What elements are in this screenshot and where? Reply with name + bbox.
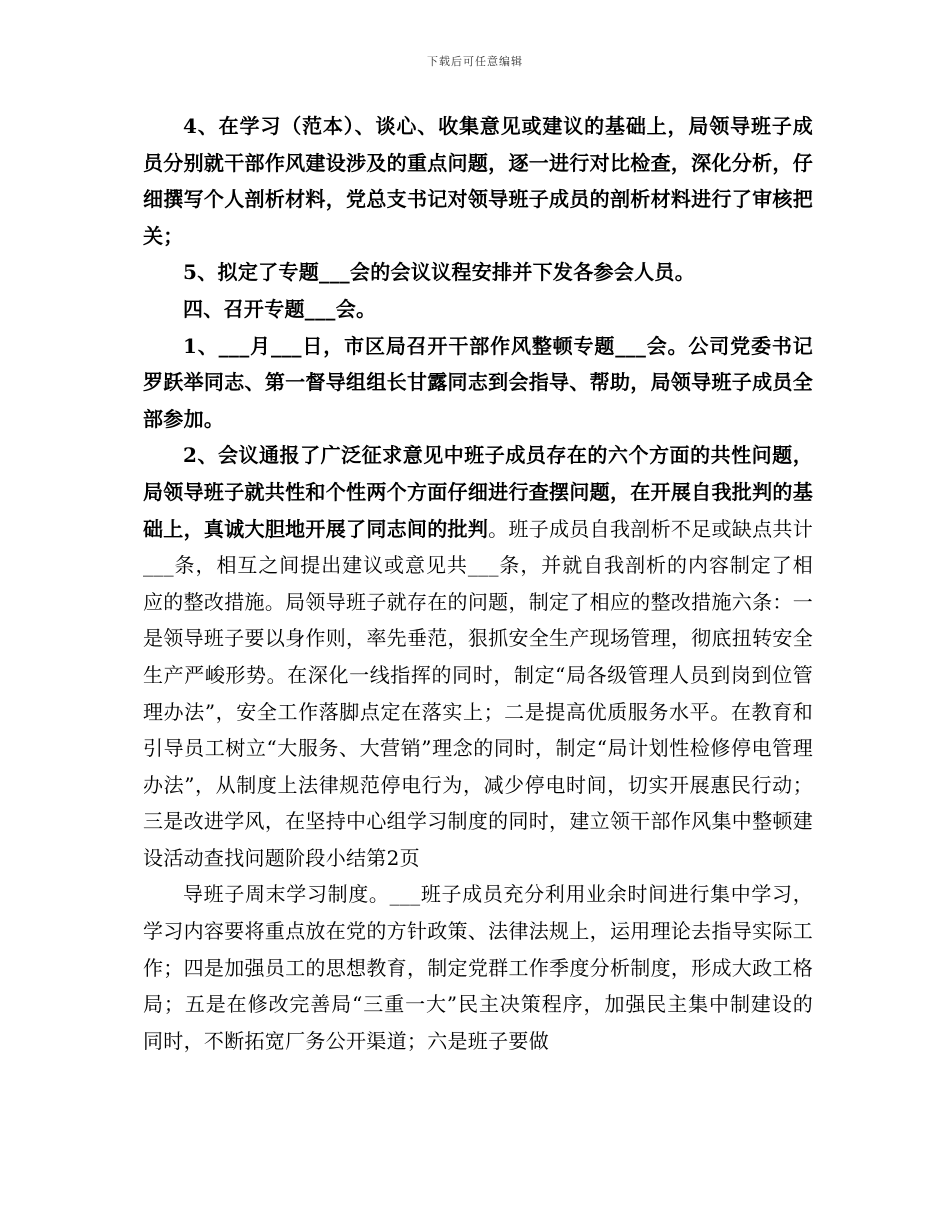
header-note: 下载后可任意编辑 [427,55,523,68]
document-body [143,108,813,1059]
paragraph-item-4: 4、在学习（范本）、谈心、收集意见或建议的基础上，局领导班子成员分别就干部作风建设涉及的重点问题，逐一进行对比检查，深化分析，仔细撰写个人剖析材料，党总支书记对领导班子成员的剖析材料进行了审核把关； [143,114,813,248]
paragraph-item-2 [143,437,813,876]
section-heading-4: 四、召开专题___会。 [183,296,377,321]
paragraph-continuation: 导班子周末学习制度。___班子成员充分利用业余时间进行集中学习，学习内容要将重点放在党的方针政策、法律法规上，运用理论去指导实际工作；四是加强员工的思想教育，制定党群工作季度分析制度，形成大政工格局；五是在修改完善局“三重一大”民主决策程序，加强民主集中制建设的同时，不断拓宽厂务公开渠道；六是班子要做 [143,882,813,1053]
paragraph-item-2-regular: 。班子成员自我剖析不足或缺点共计___条，相互之间提出建议或意见共___条，并就自我剖析的内容制定了相应的整改措施。局领导班子就存在的问题，制定了相应的整改措施六条：一是领导班子要以身作则，率先垂范，狠抓安全生产现场管理，彻底扭转安全生产严峻形势。在深化一线指挥的同时，制定“局各级管理人员到岗到位管理办法”，安全工作落脚点定在落实上；二是提高优质服务水平。在教育和引导员工树立“大服务、大营销”理念的同时，制定“局计划性检修停电管理办法”，从制度上法律规范停电行为，减少停电时间，切实开展惠民行动；三是改进学风，在坚持中心组学习制度的同时，建立领干部作风集中整顿建设活动查找问题阶段小结第2页 [143,516,813,870]
paragraph-item-1: 1、___月___日，市区局召开干部作风整顿专题___会。公司党委书记罗跃举同志、第一督导组组长甘露同志到会指导、帮助，局领导班子成员全部参加。 [143,333,813,431]
paragraph-item-5: 5、拟定了专题___会的会议议程安排并下发各参会人员。 [183,260,696,285]
paragraph-item-2-bold: 2、会议通报了广泛征求意见中班子成员存在的六个方面的共性问题，局领导班子就共性和个性两个方面仔细进行查摆问题，在开展自我批判的基础上，真诚大胆地开展了同志间的批判 [143,443,813,541]
